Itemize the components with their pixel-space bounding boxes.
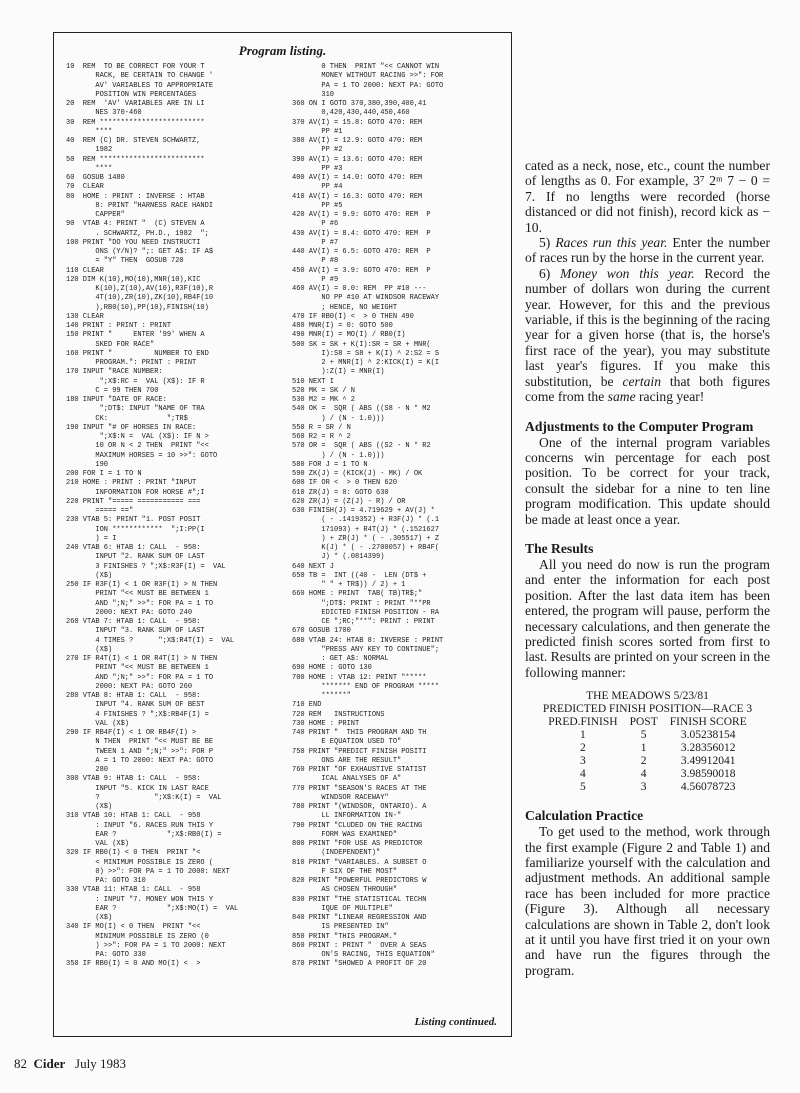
- code-line: MINIMUM POSSIBLE IS ZERO (0: [66, 932, 209, 941]
- code-line: 210 HOME : PRINT : PRINT "INPUT: [66, 479, 197, 488]
- code-line: 340 IF MO(I) < 0 THEN PRINT "<<: [66, 923, 201, 932]
- code-line: (X$): [66, 803, 113, 811]
- emphasis: certain: [622, 373, 661, 389]
- item-text: racing year!: [635, 389, 705, 405]
- code-line: IQUE OF MULTIPLE": [292, 904, 393, 913]
- code-line: 280 VTAB 8: HTAB 1: CALL - 958:: [66, 692, 201, 700]
- code-line: 430 AV(I) = 8.4: GOTO 470: REM P: [292, 229, 431, 238]
- code-line: ";X$:RC = VAL (X$): IF R: [66, 377, 205, 386]
- code-line: PA: GOTO 310: [66, 877, 146, 885]
- code-line: ? ";X$:K(I) = VAL: [66, 793, 222, 802]
- code-line: NES 370-460: [66, 109, 142, 118]
- results-cell: 3: [580, 755, 586, 768]
- code-line: ONS (Y/N)? ";: GET A$: IF A$: [66, 248, 214, 256]
- code-line: 750 PRINT "PREDICT FINISH POSITI: [292, 747, 427, 756]
- code-line: VAL (X$): [66, 719, 130, 728]
- code-line: 510 NEXT I: [292, 377, 335, 386]
- code-line: 630 FINISH(J) = 4.719629 + AV(J) *: [292, 507, 435, 515]
- item-text: Enter the number of races run by the horse in the current year.: [525, 235, 770, 266]
- results-row: [542, 768, 752, 781]
- article-column: [525, 158, 770, 978]
- code-line: PP #4: [292, 183, 343, 192]
- code-line: ONS ARE THE RESULT": [292, 756, 402, 765]
- code-line: 50 REM *************************: [66, 155, 205, 164]
- results-row: [542, 781, 752, 794]
- code-line: 180 INPUT "DATE OF RACE:: [66, 396, 167, 404]
- paragraph-races-run: [525, 235, 770, 266]
- heading-calculation-practice: Calculation Practice: [525, 808, 644, 824]
- code-line: 260 VTAB 7: HTAB 1: CALL - 958:: [66, 618, 201, 626]
- code-line: 470 IF RB0(I) < > 0 THEN 490: [292, 312, 414, 321]
- code-line: ) / (N - 1.0))): [292, 451, 385, 460]
- code-line: 80 HOME : PRINT : INVERSE : HTAB: [66, 192, 205, 201]
- results-track-date: THE MEADOWS 5/23/81: [586, 690, 709, 703]
- code-line: 680 VTAB 24: HTAB 8: INVERSE : PRINT: [292, 636, 444, 645]
- code-line: < MINIMUM POSSIBLE IS ZERO (: [66, 858, 214, 867]
- code-line: ):Z(I) = MNR(I): [292, 368, 385, 377]
- results-cell: 2: [580, 742, 586, 755]
- code-line: AND ";N;" >>": FOR PA = 1 TO: [66, 599, 214, 608]
- code-line: 190 INPUT "# OF HORSES IN RACE:: [66, 423, 197, 432]
- code-line: (X$): [66, 645, 113, 654]
- code-line: F SIX OF THE MOST": [292, 867, 398, 876]
- paragraph-calculation-practice: To get used to the method, work through the first example (Figure 2 and Table 1) and familiarize yourself with the calculation and adjustment methods. An additional sample race has been included for more practice (Figure 3). Although all necessary calculations are shown in Table 2, don't look at it until you have first tried it on your own and have run the figures through the program.: [525, 824, 770, 978]
- results-cell: 5: [580, 781, 586, 794]
- results-header: POST: [629, 716, 658, 729]
- item-number: 5): [539, 235, 556, 251]
- code-line: : GET A$: NORMAL: [292, 655, 389, 663]
- code-line: N THEN PRINT "<< MUST BE BE: [66, 738, 214, 747]
- item-term: Money won this year.: [560, 265, 695, 281]
- code-line: 780 PRINT "(WINDSOR, ONTARIO). A: [292, 803, 427, 811]
- page-footer: [14, 1056, 126, 1072]
- code-line: POSITION WIN PERCENTAGES: [66, 90, 197, 99]
- code-line: 30 REM *************************: [66, 118, 205, 127]
- results-cell: 4.56078723: [680, 781, 736, 794]
- code-line: SKED FOR RACE": [66, 340, 155, 349]
- code-line: 40 REM (C) DR. STEVEN SCHWARTZ,: [66, 137, 201, 145]
- code-line: 4 FINISHES ? ";X$:RB4F(I) =: [66, 710, 209, 719]
- code-line: 160 PRINT " NUMBER TO END: [66, 349, 209, 358]
- code-line: 240 VTAB 6: HTAB 1: CALL - 958:: [66, 544, 201, 552]
- code-line: PA: GOTO 330: [66, 951, 146, 959]
- code-line: CK: ";TR$: [66, 414, 188, 423]
- code-line: ===== ==": [66, 507, 134, 515]
- code-line: (INDEPENDENT)": [292, 849, 381, 858]
- code-line: ) / (N - 1.0))): [292, 414, 385, 423]
- paragraph-results: All you need do now is run the program and enter the information for each post position. After the last data item has been entered, the program will pause, perform the necessary calculations, and then generate the predicted finish scores sorted from first to last. Results are printed on your screen in the following manner:: [525, 556, 770, 680]
- code-line: EAR ? ";X$:MO(I) = VAL: [66, 904, 239, 913]
- code-line: 60 GOSUB 1480: [66, 174, 125, 182]
- code-line: . SCHWARTZ, PH.D., 1982 ";: [66, 229, 209, 238]
- emphasis: same: [607, 389, 636, 405]
- code-line: "PRESS ANY KEY TO CONTINUE";: [292, 645, 440, 654]
- results-cell: 4: [640, 768, 647, 781]
- code-line: 670 GOSUB 1700: [292, 627, 351, 636]
- code-line: 790 PRINT "CLUDED ON THE RACING: [292, 821, 423, 830]
- code-line: ICAL ANALYSES OF A": [292, 775, 402, 784]
- results-cell: 3: [640, 781, 647, 794]
- code-line: IS PRESENTED IN": [292, 923, 389, 932]
- code-line: 570 OR = SQR ( ABS ((S2 - N * R2: [292, 442, 431, 451]
- code-line: 300 VTAB 9: HTAB 1: CALL - 958:: [66, 775, 201, 784]
- code-line: ) + ZR(J) * ( - .305517) + Z: [292, 534, 440, 543]
- code-line: 660 HOME : PRINT TAB( TB)TR$;": [292, 590, 423, 599]
- code-line: 580 FOR J = 1 TO N: [292, 460, 368, 469]
- code-line: EAR ? ";X$:RB0(I) =: [66, 830, 222, 839]
- code-line: INFORMATION FOR HORSE #";I: [66, 488, 205, 497]
- code-line: 850 PRINT "THIS PROGRAM.": [292, 932, 398, 941]
- code-line: 870 PRINT "SHOWED A PROFIT OF 20: [292, 960, 427, 969]
- results-cell: 3.05238154: [680, 729, 736, 742]
- code-line: 520 MK = SK / N: [292, 386, 356, 395]
- code-line: 90 VTAB 4: PRINT " (C) STEVEN A: [66, 220, 205, 229]
- code-line: PRINT "<< MUST BE BETWEEN 1: [66, 664, 209, 673]
- code-line: : INPUT "6. RACES RUN THIS Y: [66, 821, 214, 830]
- code-line: 710 END: [292, 701, 322, 710]
- code-line: 820 PRINT "POWERFUL PREDICTORS W: [292, 877, 427, 885]
- results-cell: 3.28356012: [680, 742, 736, 755]
- code-line: J) * (.0814399): [292, 553, 385, 562]
- code-line: INPUT "5. KICK IN LAST RACE: [66, 784, 209, 793]
- code-line: AND ";N;" >>": FOR PA = 1 TO: [66, 673, 214, 682]
- code-line: ****: [66, 127, 113, 136]
- code-line: 740 PRINT " THIS PROGRAM AND TH: [292, 729, 427, 737]
- code-line: PP #1: [292, 127, 343, 136]
- code-line: 140 PRINT : PRINT : PRINT: [66, 322, 172, 330]
- item-text: Record the number of dollars won during the current year. However, for this and the previous variable, if this is the beginning of the racing year for a given horse (that is, the horse's first race of the year), you may substitute last year's figures. If you make this substitution, be: [525, 265, 770, 389]
- code-line: 350 IF RB0(I) = 0 AND MO(I) < >: [66, 960, 201, 969]
- code-line: MAXIMUM HORSES = 10 >>": GOTO: [66, 451, 218, 460]
- code-line: 530 M2 = MK ^ 2: [292, 396, 356, 404]
- code-line: I):S8 = S8 + K(I) ^ 2:S2 = S: [292, 349, 440, 358]
- code-line: ****: [66, 164, 113, 173]
- code-line: ";X$:N = VAL (X$): IF N >: [66, 433, 209, 441]
- code-line: " " + TR$)) / 2) + 1: [292, 581, 406, 589]
- code-line: 2000: NEXT PA: GOTO 260: [66, 682, 193, 691]
- code-line: 400 AV(I) = 14.0: GOTO 470: REM: [292, 174, 423, 182]
- code-line: NO PP #10 AT WINDSOR RACEWAY: [292, 294, 440, 303]
- code-line: ) >>": FOR PA = 1 TO 2000: NEXT: [66, 941, 226, 950]
- code-line: 171093) + R4T(J) * (.1521627: [292, 525, 440, 534]
- code-line: 0,420,430,440,450,460: [292, 109, 410, 118]
- code-line: INPUT "4. RANK SUM OF BEST: [66, 701, 205, 710]
- code-line: 360 ON I GOTO 370,380,390,400,41: [292, 100, 427, 108]
- code-line: (X$): [66, 571, 113, 580]
- code-line: 280: [66, 766, 109, 774]
- code-line: P #8: [292, 257, 339, 266]
- code-line: 390 AV(I) = 13.6: GOTO 470: REM: [292, 155, 423, 164]
- code-line: K(10),Z(10),AV(10),R3F(10),R: [66, 285, 214, 293]
- code-line: ) = I: [66, 534, 117, 543]
- code-line: ";DT$: INPUT "NAME OF TRA: [66, 405, 205, 414]
- code-line: 320 IF RB0(I) < 0 THEN PRINT "<: [66, 849, 201, 858]
- results-cell: 3.98590018: [680, 768, 736, 781]
- code-line: 250 IF R3F(I) < 1 OR R3F(I) > N THEN: [66, 581, 218, 589]
- code-line: PP #2: [292, 146, 343, 155]
- code-line: 0 THEN PRINT "<< CANNOT WIN: [292, 63, 440, 71]
- listing-continued-label: Listing continued.: [414, 1016, 497, 1028]
- code-line: ******": [292, 692, 351, 700]
- results-cell: 4: [580, 768, 586, 781]
- code-line: EDICTED FINISH POSITION - RA: [292, 608, 440, 617]
- code-line: P #9: [292, 275, 339, 284]
- results-cell: 1: [640, 742, 647, 755]
- code-line: (X$): [66, 914, 113, 922]
- item-number: 6): [539, 265, 561, 281]
- code-line: 3 FINISHES ? ";X$:R3F(I) = VAL: [66, 562, 226, 571]
- code-line: 640 NEXT J: [292, 562, 335, 571]
- results-row: [542, 729, 752, 742]
- paragraph-adjustments: One of the internal program variables concerns win percentage for each post position. To be correct for your track, consult the sidebar for a nine to ten line program modification. This update should be made at least once a year.: [525, 434, 770, 527]
- code-line: 270 IF R4T(I) < 1 OR R4T(I) > N THEN: [66, 655, 218, 663]
- code-line: 4T(10),ZR(10),ZK(10),RB4F(10: [66, 294, 214, 303]
- code-line: 500 SK = SK + K(I):SR = SR + MNR(: [292, 340, 431, 349]
- results-table: [542, 716, 752, 794]
- code-column-left: [66, 63, 281, 970]
- code-line: 550 R = SR / N: [292, 423, 351, 432]
- code-line: PP #5: [292, 201, 343, 210]
- code-line: 190: [66, 460, 109, 469]
- code-line: 420 AV(I) = 9.9: GOTO 470: REM P: [292, 211, 431, 219]
- code-line: CAPPER": [66, 211, 125, 219]
- code-line: ON'S RACING, THIS EQUATION": [292, 951, 435, 959]
- results-sample: [525, 690, 770, 794]
- code-line: 120 DIM K(10),MO(10),MNR(10),KIC: [66, 275, 201, 284]
- code-line: 370 AV(I) = 15.8: GOTO 470: REM: [292, 118, 423, 127]
- item-text: that both figures come from the: [525, 373, 770, 405]
- code-line: 760 PRINT "OF EXHAUSTIVE STATIST: [292, 766, 427, 774]
- listing-title: Program listing.: [238, 43, 327, 58]
- code-line: 560 R2 = R ^ 2: [292, 433, 351, 441]
- program-listing-box: [53, 32, 512, 1037]
- code-line: WINDSOR RACEWAY": [292, 793, 389, 802]
- heading-results: The Results: [525, 540, 594, 556]
- paragraph-kick: cated as a neck, nose, etc., count the number of lengths as 0. For example, 3⁷ 2ᵐ 7 − 0 = 7. If no lengths were recorded (horse distanced or did not finish), record kick as − 10.: [525, 158, 770, 235]
- results-cell: 2: [640, 755, 647, 768]
- code-line: PROGRAM.": PRINT : PRINT: [66, 359, 197, 367]
- results-cell: 1: [580, 729, 586, 742]
- code-line: 700 HOME : VTAB 12: PRINT "*****: [292, 673, 427, 682]
- code-line: 110 CLEAR: [66, 266, 104, 275]
- code-line: 20 REM 'AV' VARIABLES ARE IN LI: [66, 100, 205, 108]
- issue-date: July 1983: [75, 1056, 126, 1071]
- code-line: 450 AV(I) = 3.9: GOTO 470: REM P: [292, 266, 431, 275]
- code-line: 730 HOME : PRINT: [292, 719, 360, 728]
- paragraph-money-won: [525, 266, 770, 405]
- code-line: 540 OK = SQR ( ABS ((S8 - N * M2: [292, 405, 431, 414]
- code-column-right: [292, 63, 510, 970]
- code-line: 100 PRINT "DO YOU NEED INSTRUCTI: [66, 238, 201, 247]
- code-line: 10 REM TO BE CORRECT FOR YOUR T: [66, 63, 205, 71]
- code-line: 610 ZR(J) = 0: GOTO 630: [292, 488, 389, 497]
- code-line: 650 TB = INT ((40 - LEN (DT$ +: [292, 571, 427, 580]
- code-line: A = 1 TO 2000: NEXT PA: GOTO: [66, 756, 214, 765]
- code-line: 830 PRINT "THE STATISTICAL TECHN: [292, 895, 427, 904]
- code-line: TWEEN 1 AND ";N;" >>": FOR P: [66, 747, 214, 756]
- results-header: PRED.FINISH: [548, 716, 618, 729]
- results-header: FINISH SCORE: [669, 716, 747, 729]
- code-line: 170 INPUT "RACE NUMBER:: [66, 368, 163, 377]
- code-line: : INPUT "7. MONEY WON THIS Y: [66, 895, 214, 904]
- code-line: ; HENCE, NO WEIGHT: [292, 303, 398, 312]
- code-line: 460 AV(I) = 0.0: REM PP #10 ---: [292, 285, 427, 293]
- code-line: P #7: [292, 238, 339, 247]
- code-line: 130 CLEAR: [66, 312, 104, 321]
- code-line: ( - .1419352) + R3F(J) * (.1: [292, 516, 440, 525]
- code-line: 860 PRINT : PRINT " OVER A SEAS: [292, 941, 427, 950]
- code-line: ******* END OF PROGRAM *****: [292, 682, 440, 691]
- results-header-row: [542, 716, 752, 729]
- code-line: K(J) * ( - .2700057) + RB4F(: [292, 544, 440, 552]
- code-line: 2000: NEXT PA: GOTO 240: [66, 608, 193, 617]
- code-line: 720 REM INSTRUCTIONS: [292, 710, 385, 719]
- code-line: 230 VTAB 5: PRINT "1. POST POSIT: [66, 516, 201, 525]
- code-line: 810 PRINT "VARIABLES. A SUBSET O: [292, 858, 427, 867]
- code-line: 310: [292, 90, 335, 99]
- code-line: ),RB0(10),PP(10),FINISH(10): [66, 303, 209, 312]
- code-line: INPUT "2. RANK SUM OF LAST: [66, 553, 205, 562]
- code-line: 4 TIMES ? ";X$:R4T(I) = VAL: [66, 636, 235, 645]
- code-line: 590 ZK(J) = (KICK(J) - MK) / OK: [292, 470, 423, 478]
- code-line: AS CHOSEN THROUGH": [292, 886, 398, 895]
- code-line: VAL (X$): [66, 840, 130, 848]
- magazine-logo: Cider: [33, 1056, 66, 1071]
- code-line: RACK, BE CERTAIN TO CHANGE ': [66, 72, 214, 81]
- code-line: ";DT$: PRINT : PRINT "**PR: [292, 599, 431, 608]
- results-row: [542, 742, 752, 755]
- code-line: AV' VARIABLES TO APPROPRIATE: [66, 81, 214, 90]
- code-line: PA = 1 TO 2000: NEXT PA: GOTO: [292, 81, 444, 90]
- code-line: 8: PRINT "HARNESS RACE HANDI: [66, 201, 214, 210]
- item-term: Races run this year.: [555, 235, 668, 251]
- code-line: 10 OR N < 2 THEN PRINT "<<: [66, 442, 209, 451]
- code-line: E EQUATION USED TO": [292, 738, 402, 747]
- results-row: [542, 755, 752, 768]
- code-line: 840 PRINT "LINEAR REGRESSION AND: [292, 914, 427, 922]
- code-line: PRINT "<< MUST BE BETWEEN 1: [66, 590, 209, 599]
- code-line: 410 AV(I) = 16.3: GOTO 470: REM: [292, 192, 423, 201]
- page-number: 82: [14, 1056, 27, 1071]
- code-line: 70 CLEAR: [66, 183, 104, 192]
- code-line: P #6: [292, 220, 339, 229]
- code-line: 1982: [66, 146, 113, 155]
- code-line: LL INFORMATION IN-": [292, 812, 402, 821]
- heading-adjustments: Adjustments to the Computer Program: [525, 418, 754, 434]
- code-line: 2 + MNR(I) ^ 2:KICK(I) = K(I: [292, 359, 440, 367]
- code-line: FORM WAS EXAMINED": [292, 830, 398, 839]
- code-line: 0) >>": FOR PA = 1 TO 2000: NEXT: [66, 867, 230, 876]
- code-line: 620 ZR(J) = (Z(J) - R) / OR: [292, 497, 406, 506]
- code-line: INPUT "3. RANK SUM OF LAST: [66, 627, 205, 636]
- code-line: 220 PRINT "===== =========== ===: [66, 497, 201, 506]
- code-line: PP #3: [292, 164, 343, 173]
- code-line: CE ";RC;"**": PRINT : PRINT: [292, 618, 435, 626]
- code-line: 770 PRINT "SEASON'S RACES AT THE: [292, 784, 427, 793]
- code-line: 200 FOR I = 1 TO N: [66, 470, 142, 478]
- code-line: 690 HOME : GOTO 130: [292, 664, 372, 673]
- code-line: 490 MNR(I) = MO(I) / RB0(I): [292, 331, 406, 340]
- code-line: 310 VTAB 10: HTAB 1: CALL - 958: [66, 812, 201, 821]
- code-line: 150 PRINT " ENTER '99' WHEN A: [66, 331, 205, 340]
- code-line: C = 99 THEN 700: [66, 386, 159, 395]
- code-line: ION ************ ";I:PP(I: [66, 525, 205, 534]
- code-line: 800 PRINT "FOR USE AS PREDICTOR: [292, 840, 423, 848]
- code-line: 380 AV(I) = 12.9: GOTO 470: REM: [292, 137, 423, 145]
- code-line: MONEY WITHOUT RACING >>": FOR: [292, 72, 444, 81]
- code-line: 480 MNR(I) = 0: GOTO 500: [292, 322, 393, 330]
- results-cell: 5: [640, 729, 647, 742]
- code-line: 600 IF OR < > 0 THEN 620: [292, 479, 398, 488]
- code-line: 440 AV(I) = 6.5: GOTO 470: REM P: [292, 248, 431, 256]
- results-cell: 3.49912041: [680, 755, 736, 768]
- code-line: 290 IF RB4F(I) < 1 OR RB4F(I) >: [66, 729, 197, 737]
- code-line: 330 VTAB 11: HTAB 1: CALL - 958: [66, 886, 201, 895]
- results-race-title: PREDICTED FINISH POSITION—RACE 3: [542, 703, 753, 716]
- code-line: = "Y" THEN GOSUB 720: [66, 257, 184, 266]
